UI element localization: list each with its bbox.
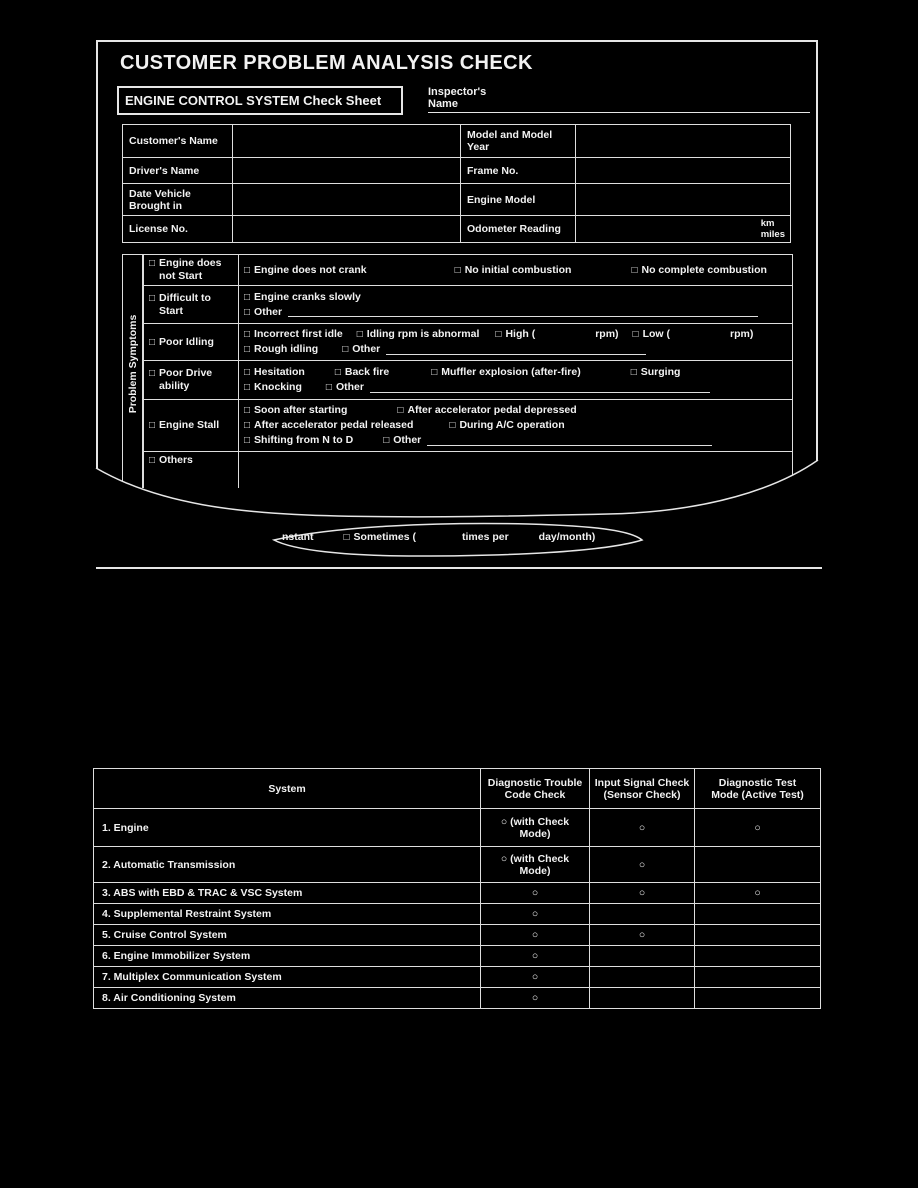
form-right-border [816,42,818,464]
symptom-option: □ After accelerator pedal released [244,419,414,431]
checkbox-icon: □ [454,264,461,276]
blank-line [427,436,712,446]
dtc-cell: ○ [481,967,590,988]
value-customers-name [233,125,461,158]
symptom-option: □ Back fire [334,366,390,378]
input-cell: ○ [590,847,695,883]
checkbox-icon: □ [244,306,251,318]
test-cell [695,904,821,925]
checkbox-icon: □ [244,344,251,355]
symptom-category: □ Engine does not Start [144,255,239,286]
sheet-title: ENGINE CONTROL SYSTEM Check Sheet [125,93,382,108]
checkbox-icon: □ [495,329,502,340]
label-model-year: Model and Model Year [461,125,576,158]
symptom-option: □ Sometimes ( [343,531,416,543]
symptom-option: □ Other [244,305,283,318]
label-drivers-name: Driver's Name [123,158,233,184]
checkbox-icon: □ [631,264,638,276]
checkbox-icon: □ [397,405,404,416]
symptom-option: □ Soon after starting [244,404,348,416]
checkbox-icon: □ [431,367,438,378]
value-license-no [233,216,461,243]
symptom-row-engine-stall [144,400,793,452]
dtc-cell: ○ (with Check Mode) [481,809,590,847]
test-cell: ○ [695,883,821,904]
checkbox-icon: □ [244,435,251,446]
test-cell [695,847,821,883]
symptom-option: □ After accelerator pedal depressed [397,404,577,416]
checkbox-icon: □ [149,455,156,466]
value-model-year [576,125,791,158]
checkbox-icon: □ [449,420,456,431]
sheet-title-box [117,86,403,115]
symptom-option: □ No complete combustion [631,263,767,276]
label-customers-name: Customer's Name [123,125,233,158]
label-license-no: License No. [123,216,233,243]
test-cell [695,925,821,946]
test-cell [695,967,821,988]
value-frame-no [576,158,791,184]
label-frame-no: Frame No. [461,158,576,184]
form-title: CUSTOMER PROBLEM ANALYSIS CHECK [120,52,533,74]
inspector-name-blank-line [428,112,810,113]
blank-line [288,307,758,317]
symptom-option: □ Muffler explosion (after-fire) [431,366,581,378]
test-cell: ○ [695,809,821,847]
checkbox-icon: □ [244,382,251,393]
checkbox-icon: □ [325,382,332,393]
checkbox-icon: □ [383,435,390,446]
symptom-option: □ Other [383,434,422,446]
diag-row-air-conditioning: 8. Air Conditioning System ○ [94,988,821,1009]
input-cell: ○ [590,883,695,904]
checkbox-icon: □ [342,344,349,355]
dtc-cell: ○ [481,988,590,1009]
symptom-option: □ Other [325,381,364,393]
symptom-option: □ Engine cranks slowly [244,290,361,303]
header-dtc-check: Diagnostic Trouble Code Check [481,769,590,809]
symptom-option: □ Shifting from N to D [244,434,354,446]
input-cell [590,904,695,925]
symptom-option: □ Knocking [244,381,302,393]
symptom-option: □ Other [342,343,381,355]
blank-line [370,383,710,393]
value-engine-model [576,184,791,216]
checkbox-icon: □ [356,329,363,340]
input-cell: ○ [590,809,695,847]
checkbox-icon: □ [149,258,156,269]
symptom-option: □ During A/C operation [449,419,565,431]
problem-symptoms-side-label: Problem Symptoms [122,254,143,488]
diag-row-immobilizer: 6. Engine Immobilizer System ○ [94,946,821,967]
symptom-option: □ Low ( rpm) [632,328,754,340]
symptom-option: □ Surging [630,366,681,378]
dtc-cell: ○ (with Check Mode) [481,847,590,883]
odometer-units: km miles [760,218,785,240]
form-left-border [96,42,98,470]
checkbox-icon: □ [244,405,251,416]
value-date-brought-in [233,184,461,216]
torn-paper-edge [88,452,830,582]
diag-row-cruise-control: 5. Cruise Control System ○ ○ [94,925,821,946]
checkbox-icon: □ [334,367,341,378]
input-cell [590,988,695,1009]
symptom-category: □ Engine Stall [144,400,239,452]
test-cell [695,946,821,967]
symptom-row-poor-driveability [144,361,793,400]
symptom-option: □ Hesitation [244,366,305,378]
label-date-brought-in: Date Vehicle Brought in [123,184,233,216]
dtc-cell: ○ [481,904,590,925]
dtc-cell: ○ [481,925,590,946]
symptom-category: □ Poor Drive ability [144,361,239,400]
diagnostic-capability-table [93,768,821,1009]
diag-header-row [94,769,821,809]
checkbox-icon: □ [149,336,156,348]
diag-row-automatic-transmission: 2. Automatic Transmission ○ (with Check Mode) ○ [94,847,821,883]
input-cell: ○ [590,925,695,946]
symptom-category: □ Others [144,452,239,488]
input-cell [590,967,695,988]
symptom-row-engine-does-not-start [144,255,793,286]
checkbox-icon: □ [343,531,350,543]
test-cell [695,988,821,1009]
header-system: System [94,769,481,809]
checkbox-icon: □ [632,329,639,340]
symptom-category: □ Poor Idling [144,324,239,361]
symptom-option: □ Incorrect first idle [244,328,343,340]
checkbox-icon: □ [149,292,156,304]
checkbox-icon: □ [244,367,251,378]
symptom-option: □ Rough idling [244,343,319,355]
vehicle-info-table [122,124,791,243]
checkbox-icon: □ [244,329,251,340]
symptom-option: □ High ( rpm) [495,328,619,340]
label-engine-model: Engine Model [461,184,576,216]
symptom-option: □ Engine does not crank [244,263,367,276]
checkbox-icon: □ [244,291,251,303]
symptom-option: □ Idling rpm is abnormal [356,328,480,340]
inspector-name-label: Inspector's Name [428,86,487,110]
checkbox-icon: □ [630,367,637,378]
diag-row-multiplex: 7. Multiplex Communication System ○ [94,967,821,988]
value-odometer [576,216,791,243]
diag-row-srs: 4. Supplemental Restraint System ○ [94,904,821,925]
symptom-row-difficult-to-start [144,286,793,324]
symptom-row-poor-idling [144,324,793,361]
torn-word-fragment: nstant [282,531,314,543]
diag-row-abs-vsc: 3. ABS with EBD & TRAC & VSC System ○ ○ ○ [94,883,821,904]
dtc-cell: ○ [481,883,590,904]
diag-row-engine: 1. Engine ○ (with Check Mode) ○ ○ [94,809,821,847]
symptom-category: □ Difficult to Start [144,286,239,324]
header-diagnostic-test-mode: Diagnostic Test Mode (Active Test) [695,769,821,809]
checkbox-icon: □ [149,368,156,379]
blank-line [386,345,646,355]
symptom-option: □ No initial combustion [454,263,572,276]
checkbox-icon: □ [244,420,251,431]
checkbox-icon: □ [149,420,156,431]
dtc-cell: ○ [481,946,590,967]
torn-strip-text: nstant □ Sometimes ( times per day/month) [282,531,596,543]
checkbox-icon: □ [244,264,251,276]
value-drivers-name [233,158,461,184]
input-cell [590,946,695,967]
header-input-signal-check: Input Signal Check (Sensor Check) [590,769,695,809]
label-odometer: Odometer Reading [461,216,576,243]
